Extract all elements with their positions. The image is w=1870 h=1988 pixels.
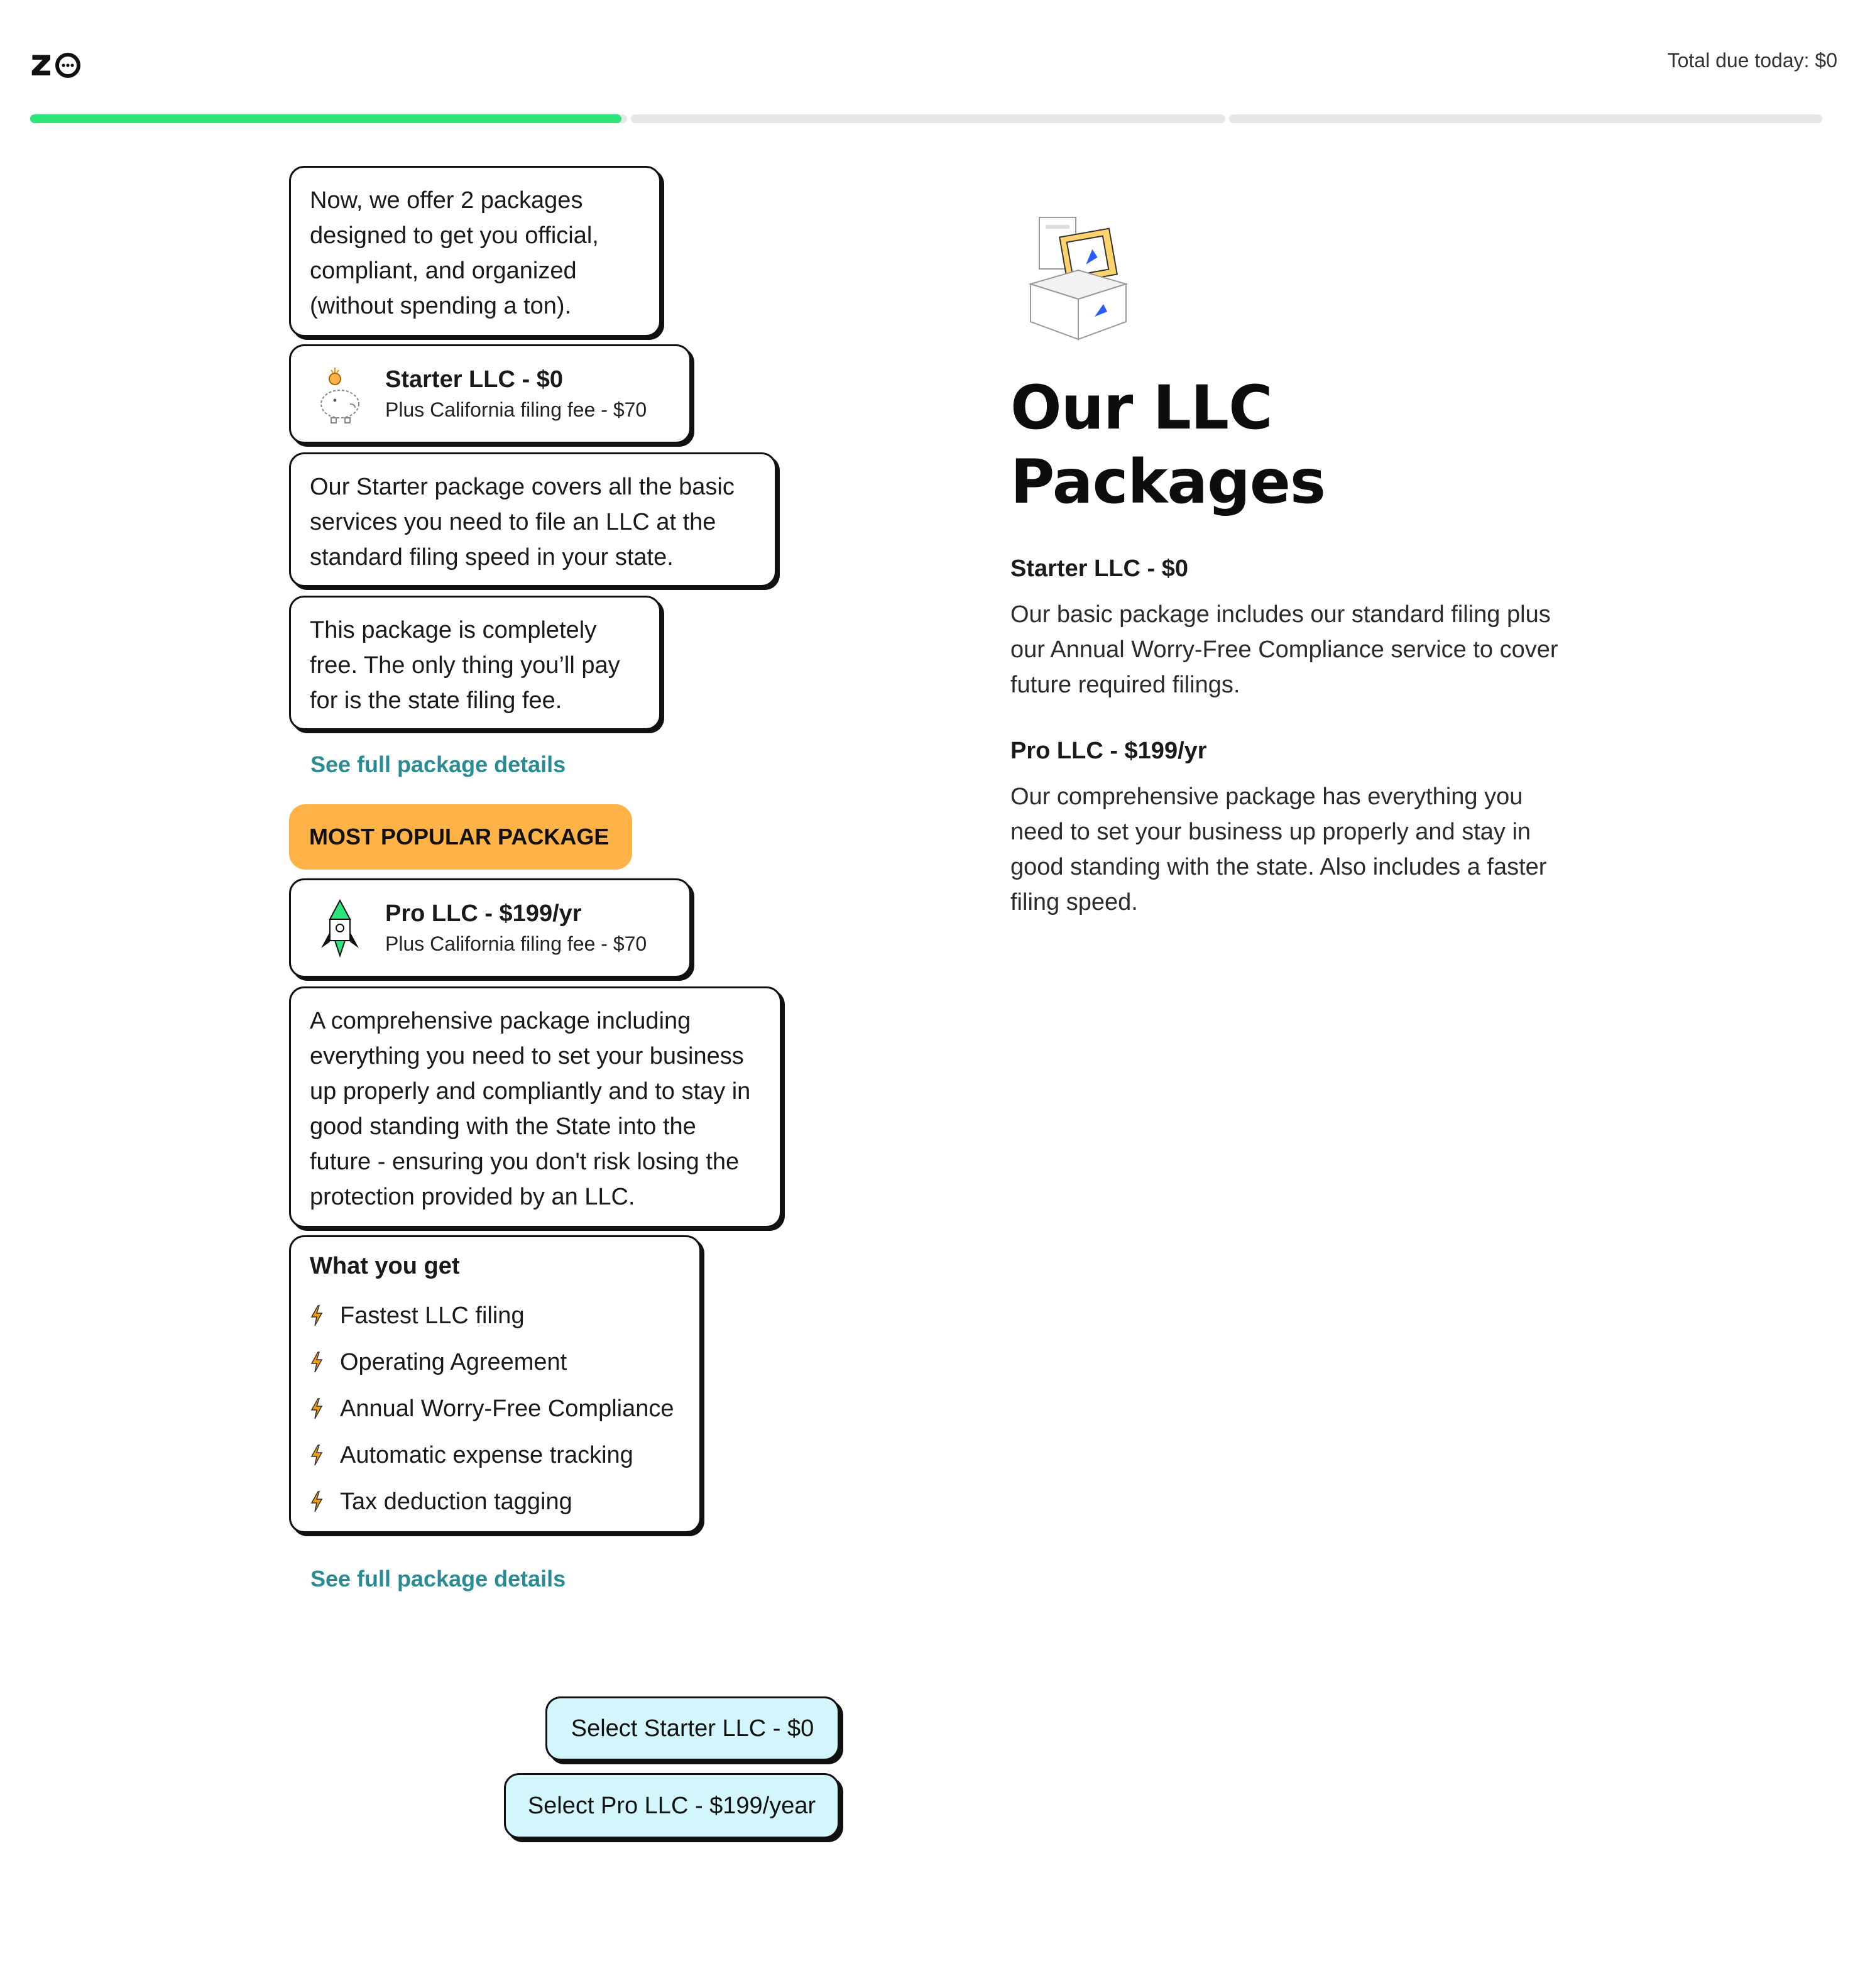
page-title-line-2: Packages — [1010, 447, 1326, 517]
most-popular-badge: MOST POPULAR PACKAGE — [289, 804, 632, 870]
starter-info-heading: Starter LLC - $0 — [1010, 555, 1188, 582]
svg-text:z: z — [30, 43, 52, 83]
pro-info-text: Our comprehensive package has everything you need to set your business up properly and stay in good standing with the state. Also includes a faster filing speed. — [1010, 784, 1547, 915]
progress-fill — [30, 114, 621, 123]
feature-item — [310, 1478, 681, 1525]
logo-mark-icon — [30, 43, 85, 83]
starter-details-link[interactable]: See full package details — [310, 751, 566, 777]
pro-package-card[interactable] — [289, 878, 691, 978]
feature-item — [310, 1385, 681, 1432]
starter-package-title: Starter LLC - $0 — [385, 366, 563, 393]
feature-item — [310, 1432, 681, 1478]
feature-item — [310, 1292, 681, 1339]
feature-item — [310, 1339, 681, 1385]
lightning-bolt-icon — [310, 1445, 324, 1466]
page-title-line-1: Our LLC — [1010, 373, 1272, 443]
lightning-bolt-icon — [310, 1491, 324, 1512]
rocket-icon — [314, 897, 366, 959]
page-title — [1010, 371, 1639, 519]
pro-details-link[interactable]: See full package details — [310, 1566, 566, 1592]
starter-fee-text: This package is completely free. The only thing you’ll pay for is the state filing fee. — [310, 617, 620, 714]
starter-fee-message — [289, 596, 661, 730]
progress-segment-2 — [631, 114, 1225, 123]
lightning-bolt-icon — [310, 1305, 324, 1326]
starter-description-message — [289, 452, 777, 587]
pro-description-message — [289, 986, 782, 1228]
starter-package-fee: Plus California filing fee - $70 — [385, 398, 647, 421]
pro-info-heading: Pro LLC - $199/yr — [1010, 738, 1207, 764]
select-pro-button[interactable]: Select Pro LLC - $199/year — [504, 1773, 839, 1838]
intro-text: Now, we offer 2 packages designed to get you official, compliant, and organized (without spending a ton). — [310, 187, 599, 319]
pro-description-text: A comprehensive package including everything you need to set your business up properly and compliantly and to stay in good standing with the State into the future - ensuring you don't risk losing the protection provided by an LLC. — [310, 1008, 751, 1210]
what-you-get-card — [289, 1235, 701, 1533]
piggy-bank-icon — [314, 363, 366, 425]
starter-package-text — [385, 364, 647, 424]
what-you-get-title: What you get — [310, 1253, 460, 1279]
starter-package-card[interactable] — [289, 344, 691, 444]
starter-description-text: Our Starter package covers all the basic services you need to file an LLC at the standard filing speed in your state. — [310, 474, 735, 571]
feature-label: Fastest LLC filing — [340, 1303, 525, 1329]
starter-info-text: Our basic package includes our standard filing plus our Annual Worry-Free Compliance service to cover future required filings. — [1010, 601, 1558, 698]
feature-label: Automatic expense tracking — [340, 1442, 633, 1468]
intro-message — [289, 166, 661, 337]
pro-package-text — [385, 898, 647, 958]
total-due-text: Total due today: $0 — [1667, 49, 1837, 72]
progress-segment-3 — [1229, 114, 1822, 123]
select-starter-button[interactable]: Select Starter LLC - $0 — [545, 1696, 839, 1761]
pro-package-fee: Plus California filing fee - $70 — [385, 932, 647, 955]
pro-package-title: Pro LLC - $199/yr — [385, 900, 582, 927]
lightning-bolt-icon — [310, 1398, 324, 1419]
feature-label: Annual Worry-Free Compliance — [340, 1395, 674, 1422]
box-rocket-illustration — [1018, 210, 1137, 342]
feature-label: Operating Agreement — [340, 1349, 567, 1375]
progress-segment-1 — [30, 114, 627, 123]
feature-label: Tax deduction tagging — [340, 1488, 572, 1515]
zo-logo[interactable] — [30, 43, 85, 83]
lightning-bolt-icon — [310, 1352, 324, 1373]
